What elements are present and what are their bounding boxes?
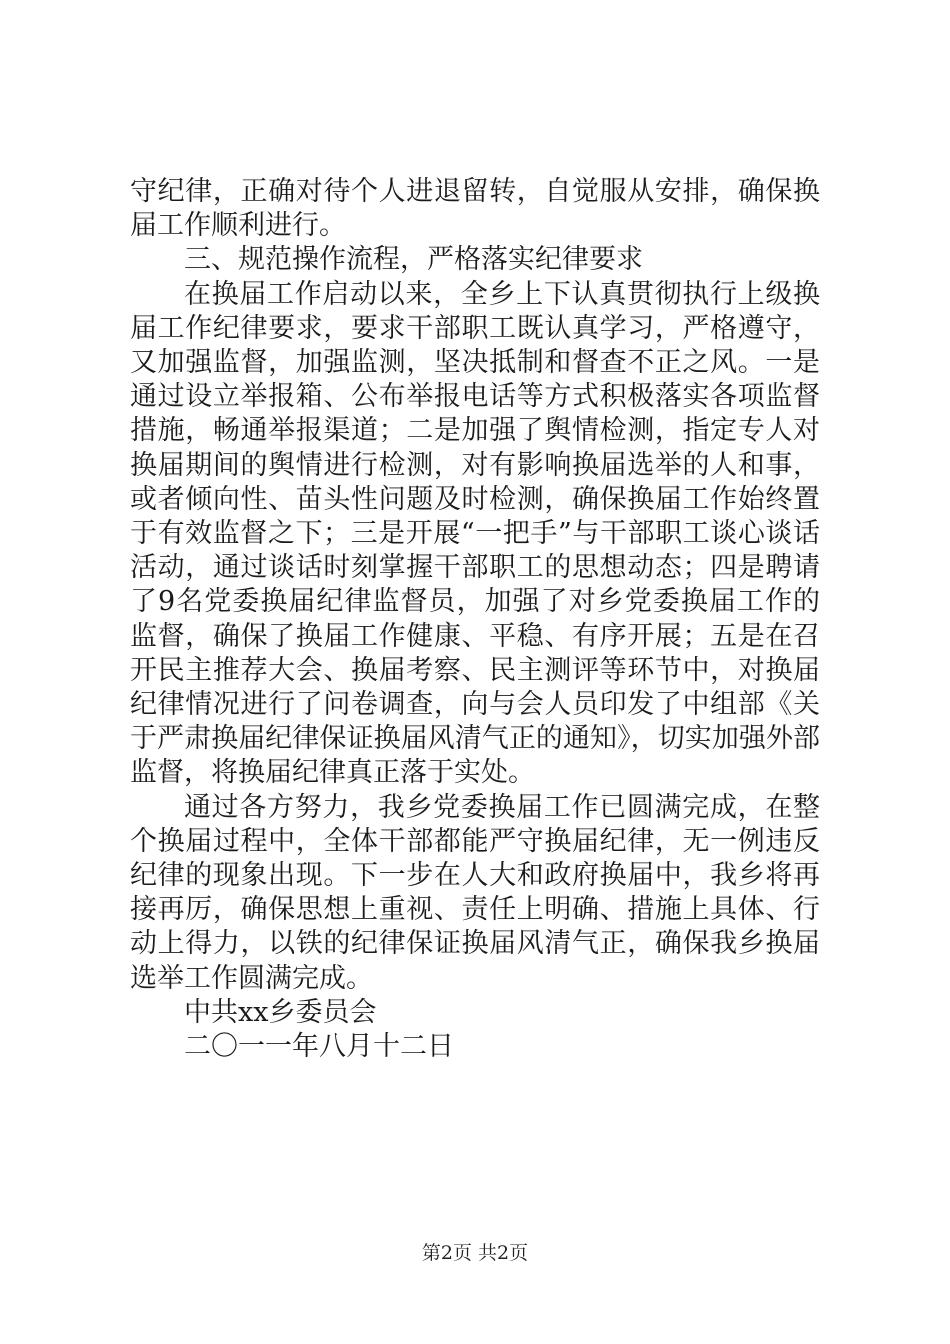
section-heading: 三、规范操作流程，严格落实纪律要求 [184,244,643,276]
paragraph-conclusion: 通过各方努力，我乡党委换届工作已圆满完成，在整个换届过程中，全体干部都能严守换届纪律，无一例违反纪律的现象出现。下一步在人大和政府换届中，我乡将再接再厉，确保思想上重视、责任上明确、措施上具体、行动上得力，以铁的纪律保证换届风清气正，确保我乡换届选举工作圆满完成。 [130,791,820,994]
signature-date: 二〇一一年八月十二日 [184,1031,454,1063]
paragraph-discipline-measures: 在换届工作启动以来，全乡上下认真贯彻执行上级换届工作纪律要求，要求干部职工既认真学习，严格遵守，又加强监督，加强监测，坚决抵制和督查不正之风。一是通过设立举报箱、公布举报电话等方式积极落实各项监督措施，畅通举报渠道；二是加强了舆情检测，指定专人对换届期间的舆情进行检测，对有影响换届选举的人和事，或者倾向性、苗头性问题及时检测，确保换届工作始终置于有效监督之下；三是开展“一把手”与干部职工谈心谈话活动，通过谈话时刻掌握干部职工的思想动态；四是聘请了9名党委换届纪律监督员，加强了对乡党委换届工作的监督，确保了换届工作健康、平稳、有序开展；五是在召开民主推荐大会、换届考察、民主测评等环节中，对换届纪律情况进行了问卷调查，向与会人员印发了中组部《关于严肃换届纪律保证换届风清气正的通知》，切实加强外部监督，将换届纪律真正落于实处。 [130,278,820,789]
signature-organization: 中共xx乡委员会 [184,996,377,1028]
document-body [130,175,820,1064]
paragraph-continuation: 守纪律，正确对待个人进退留转，自觉服从安排，确保换届工作顺利进行。 [130,176,820,242]
page-number-footer: 第2页 共2页 [421,1242,529,1264]
